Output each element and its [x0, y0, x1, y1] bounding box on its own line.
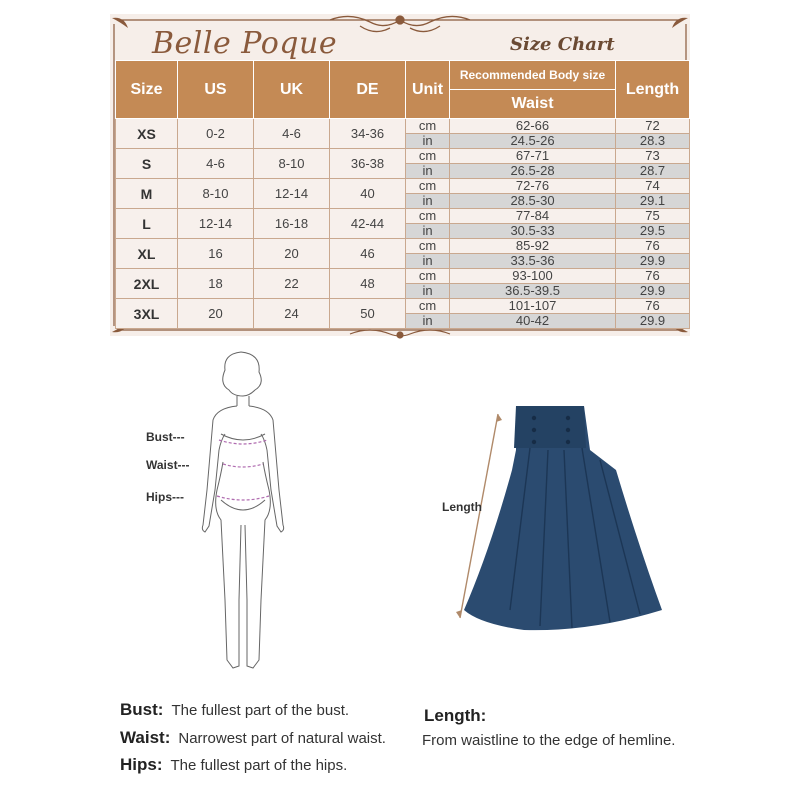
length-cell: 73: [616, 149, 690, 164]
unit-cell: cm: [406, 149, 450, 164]
size-cell: S: [116, 149, 178, 179]
table-row: [116, 299, 690, 314]
length-cell: 29.5: [616, 224, 690, 239]
uk-cell: 4-6: [254, 119, 330, 149]
header-length: Length: [616, 61, 690, 119]
bust-term: Bust:: [120, 700, 164, 719]
waist-cell: 40-42: [450, 314, 616, 329]
length-cell: 72: [616, 119, 690, 134]
length-cell: 29.9: [616, 284, 690, 299]
unit-cell: cm: [406, 239, 450, 254]
length-cell: 74: [616, 179, 690, 194]
length-definition-text: From waistline to the edge of hemline.: [422, 732, 676, 749]
table-row: [116, 269, 690, 284]
length-cell: 76: [616, 239, 690, 254]
header-us: US: [178, 61, 254, 119]
waist-cell: 33.5-36: [450, 254, 616, 269]
size-table: [115, 60, 690, 329]
unit-cell: cm: [406, 299, 450, 314]
length-cell: 75: [616, 209, 690, 224]
unit-cell: in: [406, 284, 450, 299]
waist-definition: [120, 728, 386, 748]
chart-title: Size Chart: [510, 34, 615, 55]
waist-cell: 101-107: [450, 299, 616, 314]
brand-logo: Belle Poque: [152, 26, 338, 61]
header-de: DE: [330, 61, 406, 119]
uk-cell: 12-14: [254, 179, 330, 209]
waist-cell: 24.5-26: [450, 134, 616, 149]
unit-cell: cm: [406, 209, 450, 224]
bust-label: Bust---: [146, 430, 185, 444]
de-cell: 48: [330, 269, 406, 299]
de-cell: 34-36: [330, 119, 406, 149]
table-row: [116, 149, 690, 164]
unit-cell: cm: [406, 179, 450, 194]
hips-label: Hips---: [146, 490, 184, 504]
length-cell: 76: [616, 269, 690, 284]
length-cell: 28.3: [616, 134, 690, 149]
unit-cell: in: [406, 134, 450, 149]
bust-definition: [120, 700, 349, 720]
uk-cell: 16-18: [254, 209, 330, 239]
us-cell: 20: [178, 299, 254, 329]
table-row: [116, 209, 690, 224]
de-cell: 50: [330, 299, 406, 329]
size-cell: M: [116, 179, 178, 209]
waist-cell: 36.5-39.5: [450, 284, 616, 299]
uk-cell: 20: [254, 239, 330, 269]
waist-cell: 30.5-33: [450, 224, 616, 239]
de-cell: 42-44: [330, 209, 406, 239]
unit-cell: in: [406, 164, 450, 179]
us-cell: 16: [178, 239, 254, 269]
body-figure-illustration: [195, 350, 290, 680]
size-cell: XL: [116, 239, 178, 269]
length-term: Length:: [424, 706, 487, 725]
bottom-ornament: [340, 326, 460, 344]
unit-cell: in: [406, 224, 450, 239]
unit-cell: in: [406, 254, 450, 269]
waist-cell: 93-100: [450, 269, 616, 284]
header-unit: Unit: [406, 61, 450, 119]
waist-cell: 62-66: [450, 119, 616, 134]
hips-term: Hips:: [120, 755, 163, 774]
header-waist: Waist: [450, 90, 616, 119]
length-cell: 29.1: [616, 194, 690, 209]
waist-cell: 28.5-30: [450, 194, 616, 209]
header-recommended: Recommended Body size: [450, 61, 616, 90]
length-cell: 28.7: [616, 164, 690, 179]
unit-cell: in: [406, 194, 450, 209]
waist-cell: 26.5-28: [450, 164, 616, 179]
waist-cell: 72-76: [450, 179, 616, 194]
de-cell: 36-38: [330, 149, 406, 179]
length-definition-term: [424, 706, 494, 726]
us-cell: 12-14: [178, 209, 254, 239]
length-cell: 29.9: [616, 254, 690, 269]
hips-definition: [120, 755, 347, 775]
waist-cell: 67-71: [450, 149, 616, 164]
unit-cell: cm: [406, 269, 450, 284]
length-cell: 29.9: [616, 314, 690, 329]
waist-cell: 85-92: [450, 239, 616, 254]
waist-label: Waist---: [146, 458, 190, 472]
size-cell: 3XL: [116, 299, 178, 329]
de-cell: 46: [330, 239, 406, 269]
skirt-length-label: Length: [442, 500, 482, 514]
waist-text: Narrowest part of natural waist.: [178, 730, 386, 747]
us-cell: 18: [178, 269, 254, 299]
unit-cell: in: [406, 314, 450, 329]
length-cell: 76: [616, 299, 690, 314]
us-cell: 4-6: [178, 149, 254, 179]
skirt-illustration: [440, 400, 700, 640]
us-cell: 0-2: [178, 119, 254, 149]
uk-cell: 24: [254, 299, 330, 329]
size-cell: 2XL: [116, 269, 178, 299]
header-size: Size: [116, 61, 178, 119]
us-cell: 8-10: [178, 179, 254, 209]
table-row: [116, 239, 690, 254]
hips-text: The fullest part of the hips.: [170, 757, 348, 774]
waist-term: Waist:: [120, 728, 171, 747]
bust-text: The fullest part of the bust.: [171, 702, 350, 719]
de-cell: 40: [330, 179, 406, 209]
waist-cell: 77-84: [450, 209, 616, 224]
table-row: [116, 119, 690, 134]
size-cell: XS: [116, 119, 178, 149]
table-row: [116, 179, 690, 194]
unit-cell: cm: [406, 119, 450, 134]
header-uk: UK: [254, 61, 330, 119]
size-cell: L: [116, 209, 178, 239]
uk-cell: 8-10: [254, 149, 330, 179]
uk-cell: 22: [254, 269, 330, 299]
